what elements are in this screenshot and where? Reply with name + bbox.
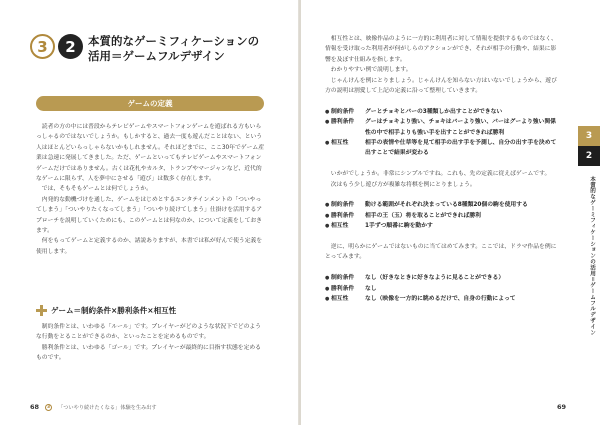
list-item: ● 相互性 なし（映像を一方的に眺めるだけで、自身の行動によって [325, 296, 516, 303]
page-number-right: 69 [556, 403, 566, 411]
paragraph: 何をもってゲームと定義するのか、諸説ありますが、本書では私が好んで使う定義を使用します。 [36, 238, 263, 255]
tab-vertical-title: 本質的なゲーミフィケーションの活用＝ゲームフルデザイン [589, 176, 595, 336]
section-title [88, 34, 288, 64]
paragraph: 相互性とは、映像作品のように一方的に利用者に対して情報を提供するものではなく、情報を受け取った利用者が何がしらのアクションができ、それが相手の行動や、結果に影響を及ぼす仕組みを指します。 [325, 36, 557, 63]
plus-icon [36, 305, 47, 316]
paragraph: 制約条件とは、いわゆる「ルール」です。プレイヤーがどのような状況下でどのような行動をとることができるのか、といったことを定めるものです。 [36, 324, 261, 341]
list-item: ● 制約条件 動ける範囲がそれぞれ決まっている8種類20個の駒を使用する [325, 202, 528, 209]
left-footer [30, 403, 157, 411]
drama-list [325, 273, 561, 304]
left-page [0, 0, 299, 425]
topic-label: ゲームの定義 [36, 96, 264, 111]
sub-heading-text: ゲーム＝制約条件×勝利条件×相互性 [51, 306, 177, 315]
footer-chapter-icon: 3 [46, 404, 51, 410]
section-number-badge: 2 [58, 34, 83, 59]
list-item: ● 勝利条件 グーはチョキより強い、チョキはパーより強い、パーはグーより強い関係性の中で相手よりも強い手を出すことができれば勝利 [325, 119, 556, 136]
chapter-number-badge: 3 [30, 34, 55, 59]
chapter-side-tab [578, 126, 600, 166]
page-number-left: 68 [30, 403, 40, 411]
right-body-text [325, 34, 561, 304]
list-item: ● 勝利条件 相手の王（玉）将を取ることができれば勝利 [325, 212, 481, 219]
right-page [301, 0, 600, 425]
paragraph: 読者の方の中には普段からテレビゲームやスマートフォンゲームを遊ばれる方もいらっしゃるのではないでしょうか。もしかすると、過去一度も遊んだことはない、という人はほとんどいらっしゃらないかもしれません。それほどまでに、ここ30年でゲーム産業は急速に発展してきました。ただ、ゲームといってもテレビゲームやスマートフォンゲームだけではありません。古くは花札やカルタ、トランプやマージャンなど、近代的なゲームに限らず、人を夢中にさせる「遊び」は数多く存在します。 [36, 124, 265, 183]
list-item: ● 相互性 1手ずつ順番に駒を動かす [325, 223, 433, 230]
shogi-list [325, 200, 561, 231]
list-item: ● 制約条件 なし（好きなときに好きなように見ることができる） [325, 275, 505, 282]
paragraph: 勝利条件とは、いわゆる「ゴール」です。プレイヤーが最終的に目指す状態を定めるものです。 [36, 344, 261, 362]
left-body-text [36, 122, 266, 257]
janken-list [325, 107, 561, 159]
paragraph: いかがでしょうか。非常にシンプルですね。これも、先の定義に従えばゲームです。 [330, 171, 551, 178]
paragraph: 逆に、明らかにゲームではないものに当てはめてみます。ここでは、ドラマ作品を例にとってみます。 [325, 244, 557, 261]
tab-section-number: 2 [578, 146, 600, 166]
sub-heading [36, 305, 176, 316]
list-item: ● 勝利条件 なし [325, 285, 377, 292]
tab-chapter-number: 3 [578, 126, 600, 146]
paragraph: じゃんけんを例にとりましょう。じゃんけんを知らない方はいないでしょうから、遊び方の説明は割愛して上記の定義に沿って整理していきます。 [325, 77, 557, 95]
list-item: ● 制約条件 グーとチョキとパーの3種類しか出すことができない [325, 108, 503, 115]
paragraph: 次はもう少し遊び方が複雑な将棋を例にとりましょう。 [330, 181, 476, 188]
section-title-line2: 活用＝ゲームフルデザイン [88, 49, 225, 63]
footer-running-title: 「ついやり続けたくなる」体験を生み出す [58, 404, 157, 411]
left-body-text-2 [36, 322, 266, 364]
section-badges [30, 34, 83, 59]
paragraph: では、そもそもゲームとは何でしょうか。 [41, 186, 152, 193]
list-item: ● 相互性 相手の表情や仕草等を見て相手の出す手を予測し、自分の出す手を決めて出すことで結果が変わる [325, 140, 557, 157]
paragraph: 内発的な動機づけを通した、ゲームをはじめとするエンタテインメントの「ついやってしまう」「ついやりたくなってしまう」「ついやり続けてしまう」仕掛けを活用するアプローチを説明していくためにも、このゲームとは何なのか、について定義をしておきます。 [36, 196, 263, 235]
section-title-line1: 本質的なゲーミフィケーションの [88, 34, 260, 48]
paragraph: わかりやすい例で説明します。 [330, 67, 412, 74]
